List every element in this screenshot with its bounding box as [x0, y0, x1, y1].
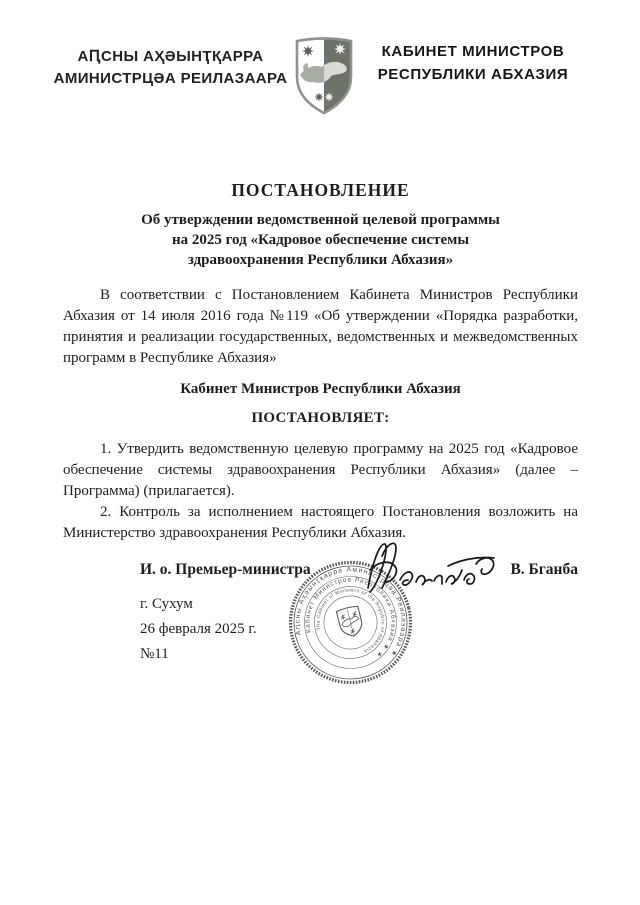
stamp-center-shield	[336, 605, 364, 638]
org-name-abkhaz-line2: АМИНИСТРЦӘА РЕИЛАЗААРА	[53, 70, 288, 87]
org-name-russian-line1: КАБИНЕТ МИНИСТРОВ	[381, 43, 565, 60]
document-subtitle	[63, 210, 578, 270]
org-name-abkhaz-line1: АԤСНЫ АҲӘЫНҬҚАРРА	[77, 48, 264, 65]
resolves-line: ПОСТАНОВЛЯЕТ:	[251, 410, 390, 426]
subtitle-line-3: здравоохранения Республики Абхазия»	[187, 252, 454, 268]
resolution-item-2: 2. Контроль за исполнением настоящего Постановления возложить на Министерство здравоохранения Республики Абхазия.	[63, 504, 578, 541]
subtitle-line-1: Об утверждении ведомственной целевой программы	[141, 212, 500, 228]
resolution-items	[63, 439, 578, 544]
signature-date: 26 февраля 2025 г.	[140, 621, 257, 637]
signer-name: В. Бганба	[510, 561, 578, 578]
stamp-ring-inner-text: The Cabinet of Ministers of the Republic of Abkhazia	[316, 588, 385, 654]
document-title: ПОСТАНОВЛЕНИЕ	[231, 180, 410, 200]
org-name-russian-line2: РЕСПУБЛИКИ АБХАЗИЯ	[377, 66, 569, 83]
signature-place: г. Сухум	[140, 596, 193, 612]
resolution-item-1: 1. Утвердить ведомственную целевую программу на 2025 год «Кадровое обеспечение системы здравоохранения Республики Абхазия» (далее – Программа) (прилагается).	[63, 441, 578, 499]
stamp-ring-outer-text: Аԥсны Аҳәынҭқарра Аминистрцәа Реилазаара ★	[294, 566, 407, 658]
subtitle-line-2: на 2025 год «Кадровое обеспечение системы	[171, 232, 470, 248]
handwritten-signature	[330, 536, 505, 598]
document-number: №11	[140, 646, 169, 662]
signer-position: И. о. Премьер-министра	[140, 561, 311, 578]
document-body	[63, 0, 578, 544]
stamp-ring-middle-text: Кабинет Министров Республики Абхазия ★ ★	[304, 576, 397, 659]
preamble-paragraph: В соответствии с Постановлением Кабинета Министров Республики Абхазия от 14 июля 2016 года №119 «Об утверждении «Порядка разработки, принятия и реализации государственных, ведомственных и межведомственных программ в Республике Абхазия»	[63, 287, 578, 366]
resolver-line: Кабинет Министров Республики Абхазия	[180, 381, 461, 397]
